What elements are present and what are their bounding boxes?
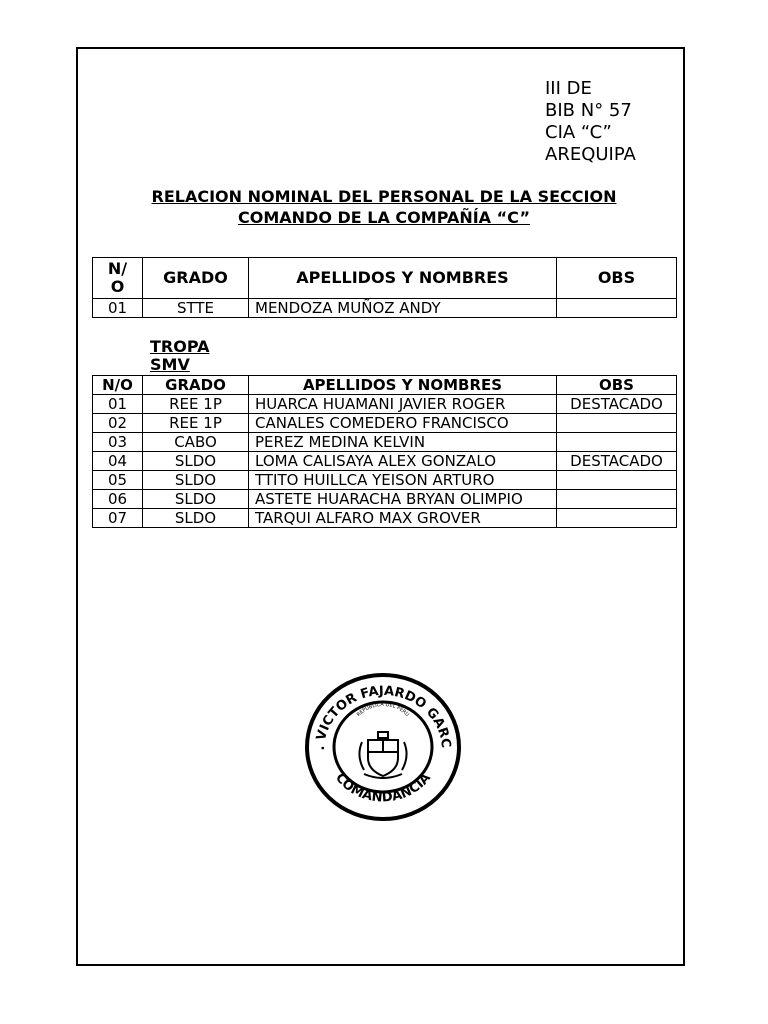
cell-no: 01 xyxy=(93,299,143,318)
cell-nombres: CANALES COMEDERO FRANCISCO xyxy=(249,414,557,433)
seal-graphic xyxy=(302,672,464,822)
tropa-table xyxy=(92,375,677,528)
cell-nombres: PEREZ MEDINA KELVIN xyxy=(249,433,557,452)
cell-obs: DESTACADO xyxy=(557,452,677,471)
table-row xyxy=(93,471,677,490)
table-row xyxy=(93,395,677,414)
table-header-row xyxy=(93,258,677,299)
title-line-2: COMANDO DE LA COMPAÑÍA “C” xyxy=(238,208,530,227)
cell-grado: SLDO xyxy=(143,471,249,490)
cell-no: 01 xyxy=(93,395,143,414)
cell-obs xyxy=(557,433,677,452)
header-grado: GRADO xyxy=(143,258,249,299)
cell-grado: STTE xyxy=(143,299,249,318)
cell-grado: CABO xyxy=(143,433,249,452)
unit-line-battalion: BIB N° 57 xyxy=(545,100,632,121)
table-row xyxy=(93,299,677,318)
table-row xyxy=(93,414,677,433)
cell-nombres: LOMA CALISAYA ALEX GONZALO xyxy=(249,452,557,471)
cell-obs xyxy=(557,414,677,433)
cell-obs: DESTACADO xyxy=(557,395,677,414)
official-seal xyxy=(302,672,464,822)
cell-nombres: TTITO HUILLCA YEISON ARTURO xyxy=(249,471,557,490)
header-nombres: APELLIDOS Y NOMBRES xyxy=(249,258,557,299)
seal-outer-text: . VICTOR FAJARDO GARC xyxy=(312,683,454,751)
cell-nombres: ASTETE HUARACHA BRYAN OLIMPIO xyxy=(249,490,557,509)
table-row xyxy=(93,452,677,471)
table-row xyxy=(93,509,677,528)
header-no-line-1: N/ xyxy=(107,259,128,278)
cell-nombres: HUARCA HUAMANI JAVIER ROGER xyxy=(249,395,557,414)
cell-obs xyxy=(557,490,677,509)
unit-line-division: III DE xyxy=(545,78,592,99)
tropa-label-line-1: TROPA xyxy=(150,337,210,356)
cell-obs xyxy=(557,509,677,528)
document-title xyxy=(92,186,676,228)
coat-of-arms-icon xyxy=(359,732,406,778)
table-row xyxy=(93,433,677,452)
cell-no: 06 xyxy=(93,490,143,509)
cell-nombres: MENDOZA MUÑOZ ANDY xyxy=(249,299,557,318)
cell-nombres: TARQUI ALFARO MAX GROVER xyxy=(249,509,557,528)
cell-grado: REE 1P xyxy=(143,414,249,433)
seal-inner-text: REPUBLICA DEL PERU xyxy=(355,701,411,718)
header-no-line-2: O xyxy=(110,277,125,296)
cell-no: 04 xyxy=(93,452,143,471)
header-no xyxy=(93,258,143,299)
tropa-label-line-2: SMV xyxy=(150,355,190,374)
header-obs: OBS xyxy=(557,376,677,395)
header-grado: GRADO xyxy=(143,376,249,395)
tropa-label xyxy=(150,338,209,374)
header-obs: OBS xyxy=(557,258,677,299)
table-header-row xyxy=(93,376,677,395)
cell-grado: SLDO xyxy=(143,509,249,528)
header-no: N/O xyxy=(93,376,143,395)
cell-obs xyxy=(557,299,677,318)
cell-no: 02 xyxy=(93,414,143,433)
cell-no: 03 xyxy=(93,433,143,452)
table-row xyxy=(93,490,677,509)
header-nombres: APELLIDOS Y NOMBRES xyxy=(249,376,557,395)
cell-no: 05 xyxy=(93,471,143,490)
cell-obs xyxy=(557,471,677,490)
officers-table xyxy=(92,257,677,318)
unit-header xyxy=(545,78,636,166)
cell-grado: REE 1P xyxy=(143,395,249,414)
title-line-1: RELACION NOMINAL DEL PERSONAL DE LA SECCION xyxy=(151,187,617,206)
unit-line-company: CIA “C” xyxy=(545,122,612,143)
seal-bottom-text: COMANDANCIA xyxy=(332,770,434,806)
cell-no: 07 xyxy=(93,509,143,528)
cell-grado: SLDO xyxy=(143,452,249,471)
cell-grado: SLDO xyxy=(143,490,249,509)
unit-line-city: AREQUIPA xyxy=(545,144,636,165)
